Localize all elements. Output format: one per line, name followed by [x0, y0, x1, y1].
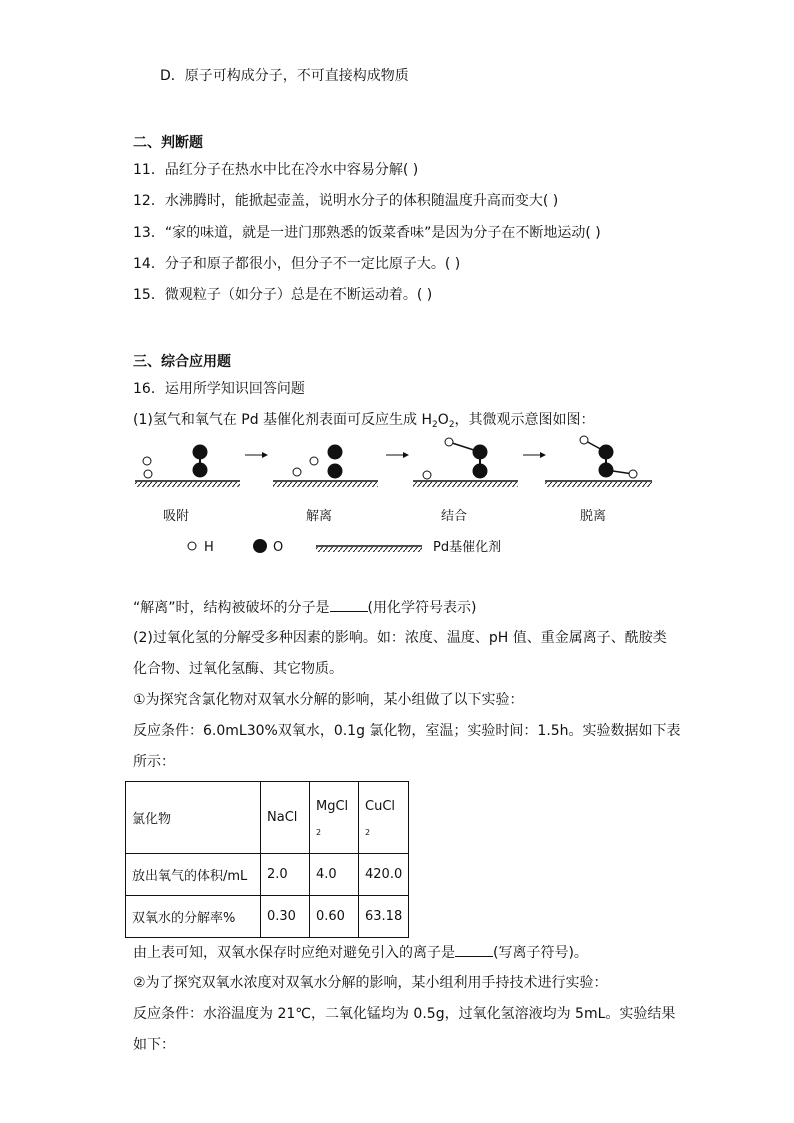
section-2-title: 二、判断题	[133, 135, 203, 151]
stage-label-adsorb: 吸附	[163, 509, 190, 524]
legend-o-label: O	[273, 540, 284, 555]
h-atom	[143, 457, 151, 465]
table-question-hint: (写离子符号)。	[493, 945, 588, 961]
part-1-sub-2: 2	[448, 420, 455, 430]
catalyst-surface-2	[273, 481, 378, 487]
o-atom	[599, 463, 614, 478]
judge-item-12: 12．水沸腾时，能掀起壶盖，说明水分子的体积随温度升高而变大( )	[133, 193, 559, 209]
table-header-cell	[310, 782, 359, 854]
table-cell: 0.60	[310, 896, 359, 938]
legend-h-symbol	[188, 542, 196, 550]
table-cell: 63.18	[359, 896, 409, 938]
legend-catalyst-label: Pd基催化剂	[433, 540, 502, 555]
legend-catalyst-symbol	[316, 546, 422, 552]
experiment-1-intro: ①为探究含氯化物对双氧水分解的影响，某小组做了以下实验：	[133, 692, 524, 708]
chloride-data-table	[125, 781, 409, 938]
part-1-text-b: O	[437, 412, 449, 428]
part-1-text-a: (1)氢气和氧气在 Pd 基催化剂表面可反应生成 H	[133, 412, 433, 428]
stage-label-combine: 结合	[441, 509, 468, 524]
legend-o-symbol	[253, 539, 267, 553]
table-cell: 双氧水的分解率%	[126, 896, 261, 938]
o-atom	[328, 464, 343, 479]
experiment-1-conditions-1: 反应条件：6.0mL30%双氧水，0.1g 氯化物，室温；实验时间：1.5h。实验数据如下表	[133, 723, 681, 739]
catalysis-diagram	[130, 430, 660, 565]
experiment-2-intro: ②为了探究双氧水浓度对双氧水分解的影响，某小组利用手持技术进行实验：	[133, 975, 608, 991]
table-cell: 4.0	[310, 854, 359, 896]
judge-item-14: 14．分子和原子都很小，但分子不一定比原子大。( )	[133, 256, 461, 272]
answer-blank-2[interactable]	[455, 942, 493, 957]
o-atom	[193, 445, 208, 460]
h-atom	[580, 436, 588, 444]
experiment-2-conditions-2: 如下：	[133, 1037, 175, 1053]
stage-label-dissociate: 解离	[306, 509, 333, 524]
answer-blank-1[interactable]	[330, 597, 368, 612]
experiment-1-conditions-2: 所示：	[133, 754, 175, 770]
mgcl-subscript: 2	[316, 827, 322, 837]
mgcl-label: MgCl	[316, 798, 349, 814]
catalyst-surface-4	[545, 481, 652, 487]
experiment-2-conditions-1: 反应条件：水浴温度为 21℃，二氧化锰均为 0.5g，过氧化氢溶液均为 5mL。实验结果	[133, 1006, 676, 1022]
arrow-3	[523, 452, 546, 458]
table-question	[133, 942, 588, 963]
cucl-label: CuCl	[365, 798, 396, 814]
o-atom	[473, 445, 488, 460]
h-atom	[310, 457, 318, 465]
table-cell: 420.0	[359, 854, 409, 896]
o-atom	[193, 463, 208, 478]
stage-label-desorb: 脱离	[580, 509, 607, 524]
h-atom	[423, 471, 431, 479]
table-header-cell: NaCl	[261, 782, 310, 854]
judge-item-11: 11．品红分子在热水中比在冷水中容易分解( )	[133, 162, 419, 178]
o-atom	[599, 445, 614, 460]
part-2-line-1: (2)过氧化氢的分解受多种因素的影响。如：浓度、温度、pH 值、重金属离子、酰胺类	[133, 630, 667, 646]
arrow-1	[245, 452, 268, 458]
table-cell: 放出氧气的体积/mL	[126, 854, 261, 896]
table-header-cell	[359, 782, 409, 854]
table-row	[126, 896, 409, 938]
table-header-cell: 氯化物	[126, 782, 261, 854]
catalyst-surface-3	[413, 481, 518, 487]
dissociation-question-text: “解离”时，结构被破坏的分子是	[133, 600, 330, 616]
h-atom	[445, 438, 453, 446]
part-1-text-c: ，其微观示意图如图：	[454, 412, 595, 428]
section-3-title: 三、综合应用题	[133, 354, 231, 370]
h-atom	[144, 470, 152, 478]
table-cell: 2.0	[261, 854, 310, 896]
dissociation-question	[133, 597, 476, 618]
table-cell: 0.30	[261, 896, 310, 938]
part-1-sub-1: 2	[432, 420, 438, 430]
question-16: 16．运用所学知识回答问题	[133, 381, 305, 397]
h-atom	[629, 470, 637, 478]
cucl-subscript: 2	[365, 827, 371, 837]
arrow-2	[386, 452, 409, 458]
catalyst-surface-1	[135, 481, 240, 487]
h-atom	[293, 468, 301, 476]
dissociation-question-hint: (用化学符号表示)	[367, 600, 477, 616]
o-atom	[328, 445, 343, 460]
table-question-text: 由上表可知，双氧水保存时应绝对避免引入的离子是	[133, 945, 455, 961]
o-atom	[473, 464, 488, 479]
judge-item-13: 13．“家的味道，就是一进门那熟悉的饭菜香味”是因为分子在不断地运动( )	[133, 225, 601, 241]
table-header-row	[126, 782, 409, 854]
part-2-line-2: 化合物、过氧化氢酶、其它物质。	[133, 661, 343, 677]
option-d: D．原子可构成分子，不可直接构成物质	[160, 68, 409, 84]
legend-h-label: H	[204, 540, 214, 555]
judge-item-15: 15．微观粒子（如分子）总是在不断运动着。( )	[133, 287, 433, 303]
table-row	[126, 854, 409, 896]
